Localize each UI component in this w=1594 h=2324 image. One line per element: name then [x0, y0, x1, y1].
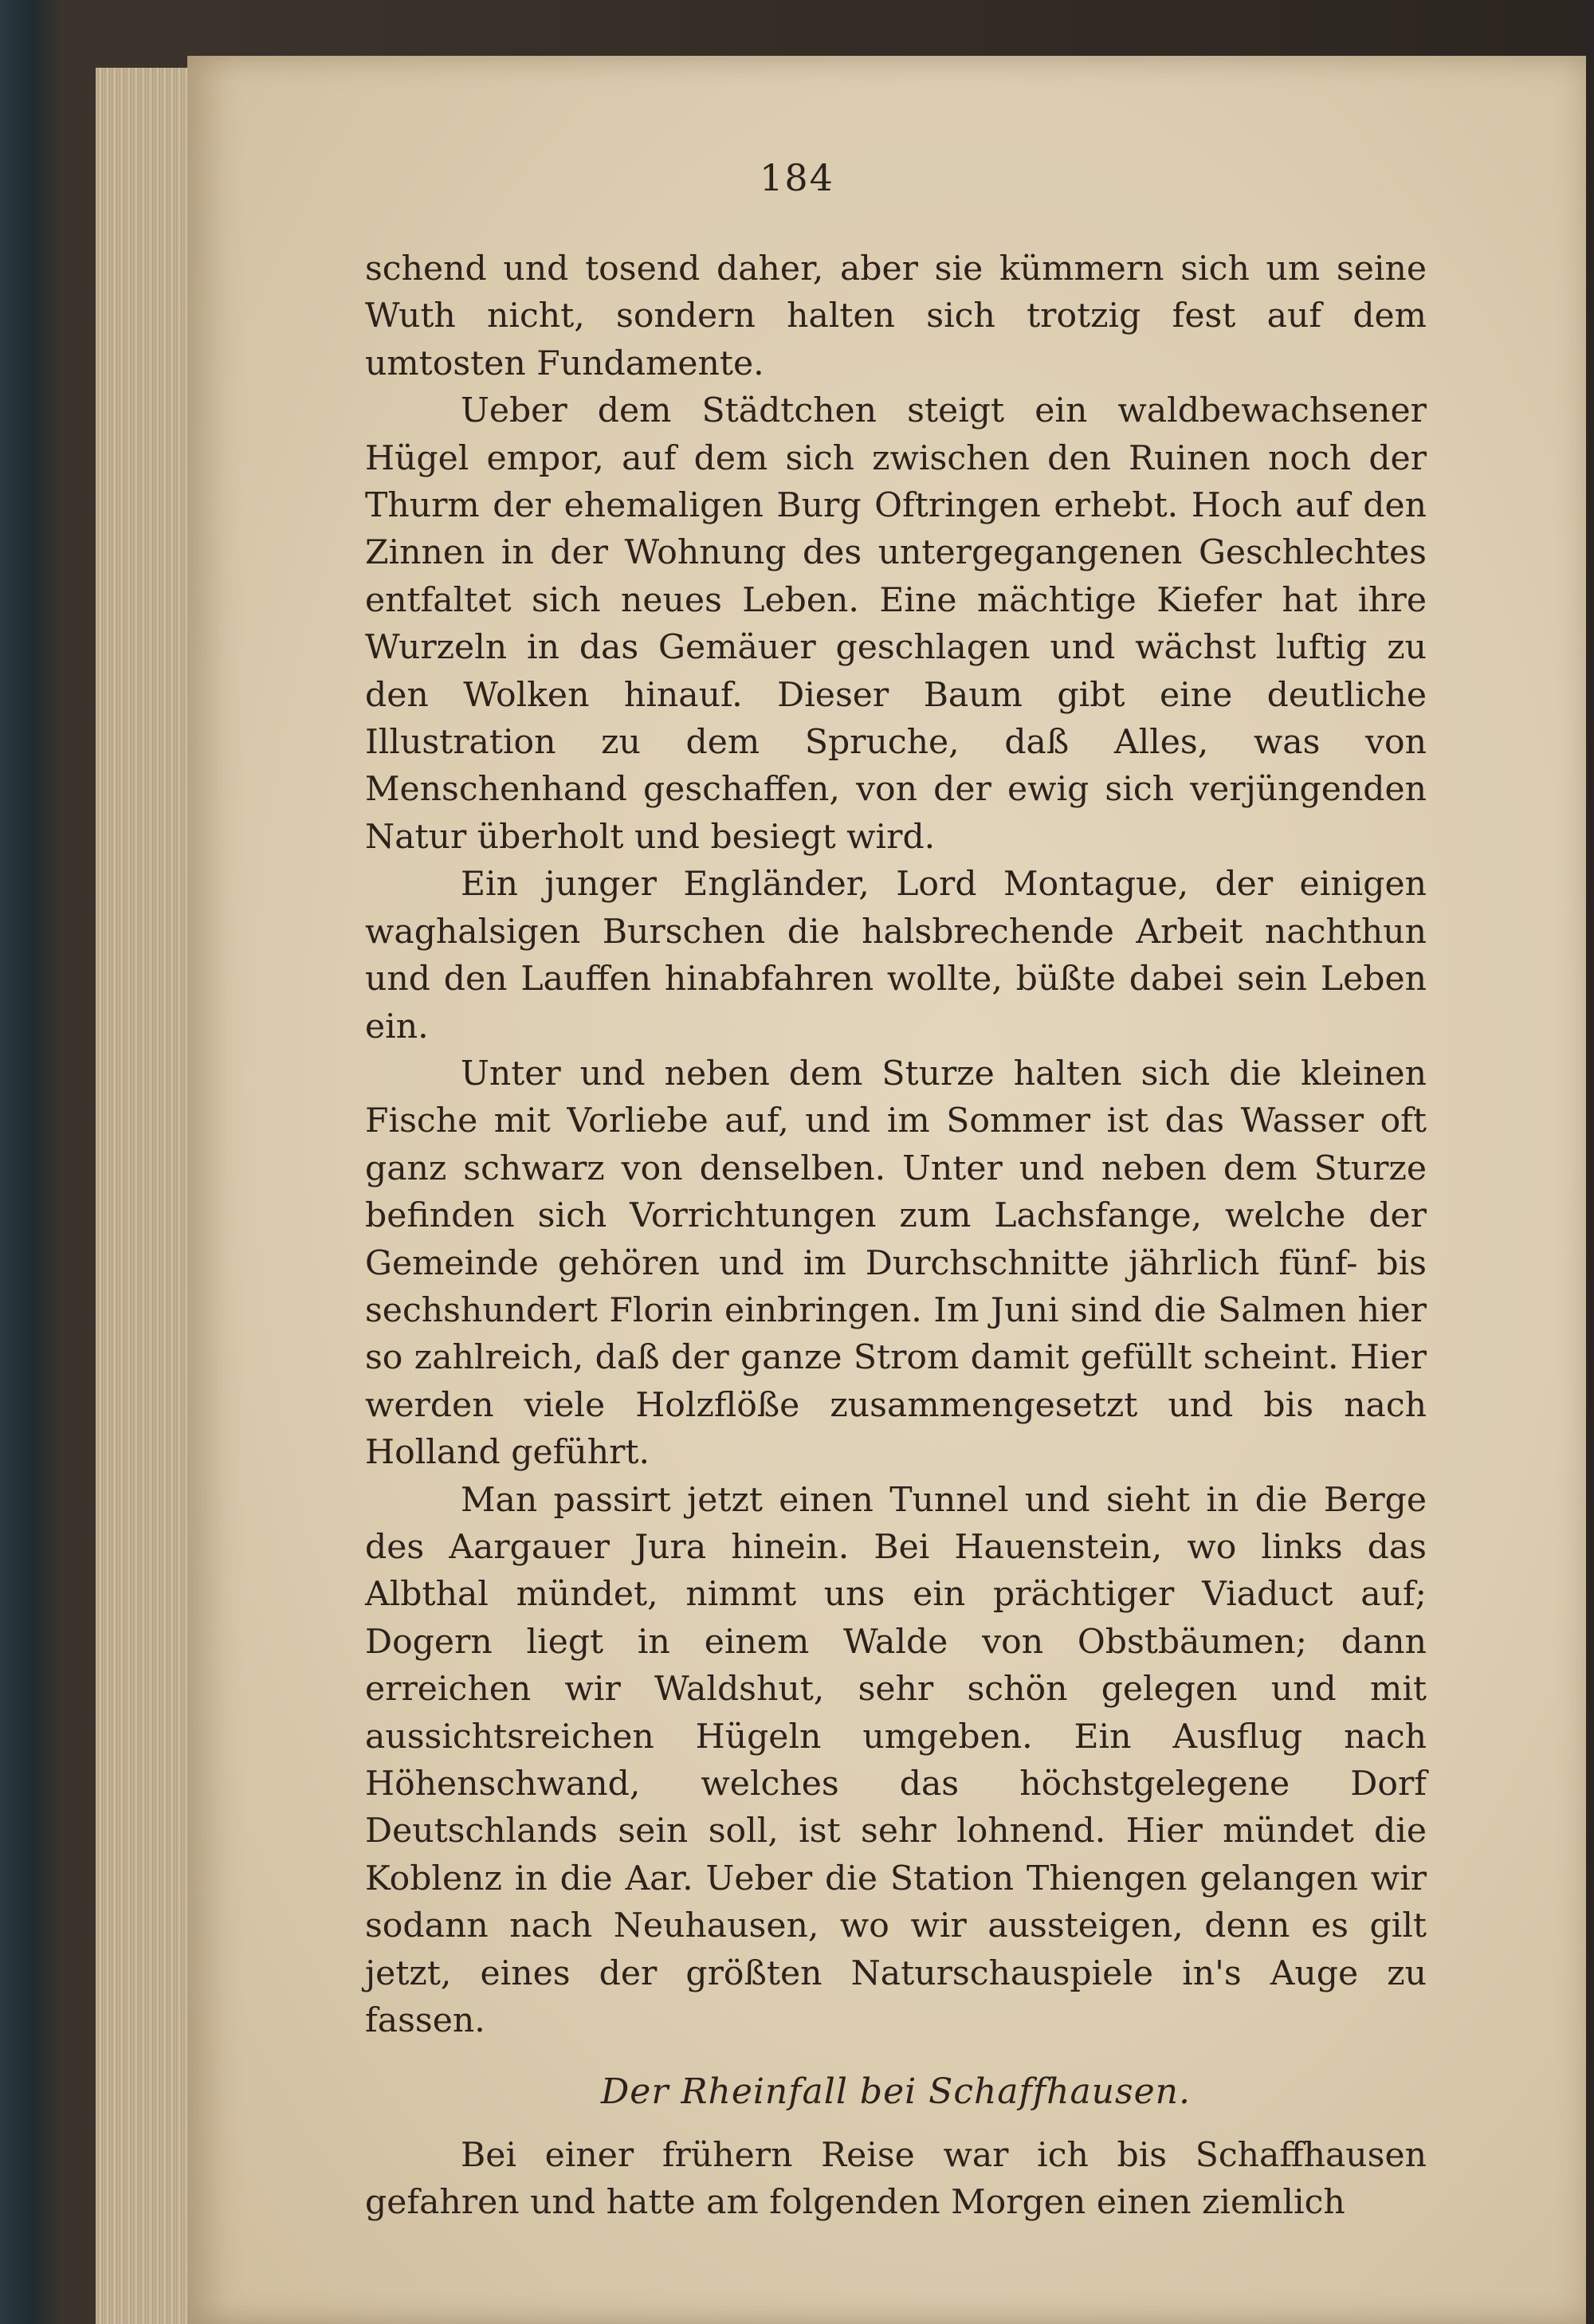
page-text: [365, 245, 1427, 2227]
page-number: 184: [760, 156, 834, 199]
paragraph-1: schend und tosend daher, aber sie kümmern sich um seine Wuth nicht, sondern halten sich trotzig fest auf dem umtosten Fundamente.: [365, 249, 1427, 383]
paragraph-2: Ueber dem Städtchen steigt ein waldbewachsener Hügel empor, auf dem sich zwischen den Ruinen noch der Thurm der ehemaligen Burg Oftringen erhebt. Hoch auf den Zinnen in der Wohnung des untergegangenen Geschlechtes entfaltet sich neues Leben. Eine mächtige Kiefer hat ihre Wurzeln in das Gemäuer geschlagen und wächst luftig zu den Wolken hinauf. Dieser Baum gibt eine deutliche Illustration zu dem Spruche, daß Alles, was von Menschenhand geschaffen, von der ewig sich verjüngenden Natur überholt und besiegt wird.: [365, 391, 1427, 857]
section-heading: Der Rheinfall bei Schaffhausen.: [601, 2071, 1191, 2113]
paragraph-5: Man passirt jetzt einen Tunnel und sieht in die Berge des Aargauer Jura hinein. Bei Hauenstein, wo links das Albthal mündet, nimmt uns ein prächtiger Viaduct auf; Dogern liegt in einem Walde von Obstbäumen; dann erreichen wir Waldshut, sehr schön gelegen und mit aussichtsreichen Hügeln umgeben. Ein Ausflug nach Höhenschwand, welches das höchstgelegene Dorf Deutschlands sein soll, ist sehr lohnend. Hier mündet die Koblenz in die Aar. Ueber die Station Thiengen gelangen wir sodann nach Neuhausen, wo wir aussteigen, denn es gilt jetzt, eines der größten Naturschauspiele in's Auge zu fassen.: [365, 1480, 1427, 2041]
paragraph-3: Ein junger Engländer, Lord Montague, der einigen waghalsigen Burschen die halsbrechende Arbeit nachthun und den Lauffen hinabfahren wollte, büßte dabei sein Leben ein.: [365, 865, 1427, 1046]
paragraph-4: Unter und neben dem Sturze halten sich die kleinen Fische mit Vorliebe auf, und im Sommer ist das Wasser oft ganz schwarz von denselben. Unter und neben dem Sturze befinden sich Vorrichtungen zum Lachsfange, welche der Gemeinde gehören und im Durchschnitte jährlich fünf- bis sechshundert Florin einbringen. Im Juni sind die Salmen hier so zahlreich, daß der ganze Strom damit gefüllt scheint. Hier werden viele Holzflöße zusammengesetzt und bis nach Holland geführt.: [365, 1054, 1427, 1473]
paragraph-6: Bei einer frühern Reise war ich bis Schaffhausen gefahren und hatte am folgenden Morgen einen ziemlich: [365, 2135, 1427, 2223]
